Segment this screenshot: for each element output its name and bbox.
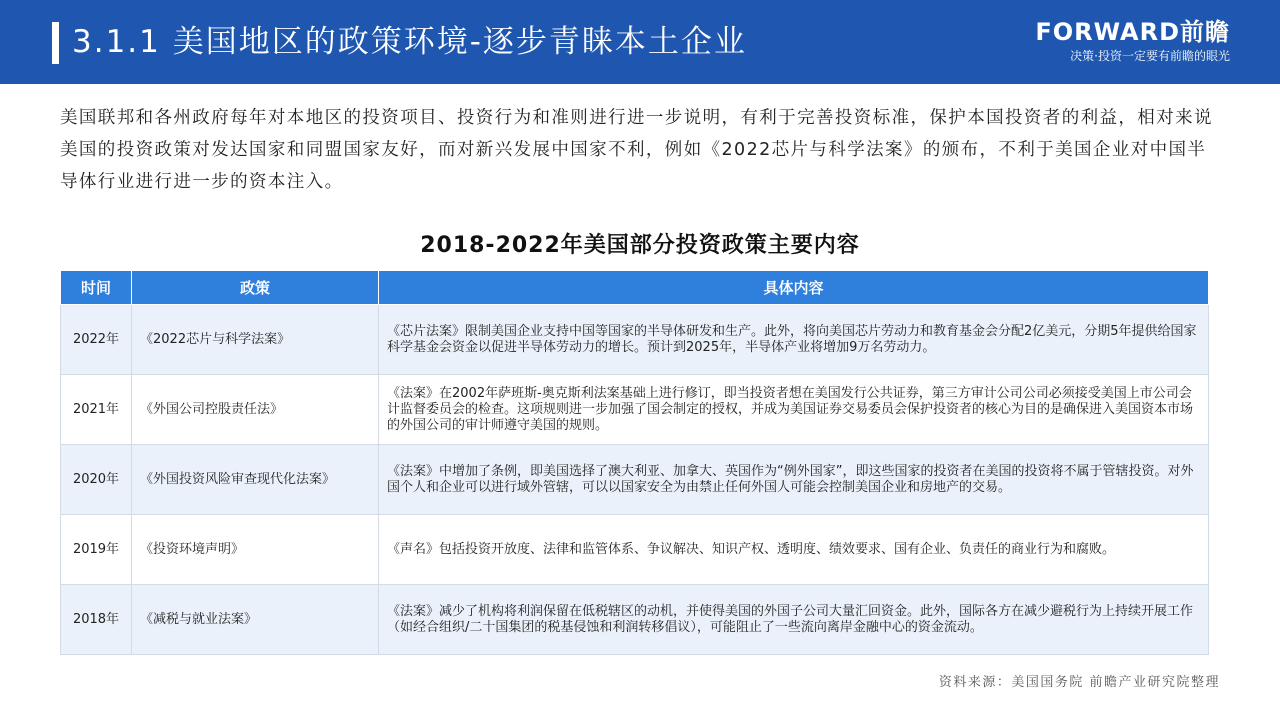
row-content: 《法案》中增加了条例，即美国选择了澳大利亚、加拿大、英国作为“例外国家”，即这些国家的投资者在美国的投资将不属于管辖投资。对外国个人和企业可以进行域外管辖，可以以国家安全为由禁止任何外国人可能会控制美国企业和房地产的交易。 [379, 445, 1209, 515]
row-policy: 《外国公司控股责任法》 [132, 375, 379, 445]
row-content: 《法案》减少了机构将利润保留在低税辖区的动机，并使得美国的外国子公司大量汇回资金。此外，国际各方在减少避税行为上持续开展工作（如经合组织/二十国集团的税基侵蚀和利润转移倡议），可能阻止了一些流向离岸金融中心的资金流动。 [379, 585, 1209, 655]
brand-block [1035, 18, 1230, 64]
page-title: 3.1.1 美国地区的政策环境-逐步青睐本土企业 [72, 24, 747, 60]
table-row [61, 305, 1209, 375]
header-banner [0, 0, 1280, 84]
table-header-row [61, 271, 1209, 305]
header-content: 具体内容 [379, 271, 1209, 305]
table-row [61, 585, 1209, 655]
row-policy: 《投资环境声明》 [132, 515, 379, 585]
source-note: 资料来源：美国国务院 前瞻产业研究院整理 [938, 675, 1220, 690]
row-year: 2021年 [61, 375, 132, 445]
row-year: 2018年 [61, 585, 132, 655]
header-policy: 政策 [132, 271, 379, 305]
table-row [61, 375, 1209, 445]
row-policy: 《2022芯片与科学法案》 [132, 305, 379, 375]
row-content: 《芯片法案》限制美国企业支持中国等国家的半导体研发和生产。此外，将向美国芯片劳动力和教育基金会分配2亿美元，分期5年提供给国家科学基金会资金以促进半导体劳动力的增长。预计到2025年，半导体产业将增加9万名劳动力。 [379, 305, 1209, 375]
intro-paragraph: 美国联邦和各州政府每年对本地区的投资项目、投资行为和准则进行进一步说明，有利于完善投资标准，保护本国投资者的利益，相对来说美国的投资政策对发达国家和同盟国家友好，而对新兴发展中国家不利，例如《2022芯片与科学法案》的颁布，不利于美国企业对中国半导体行业进行进一步的资本注入。 [60, 108, 1213, 192]
policy-table [60, 270, 1209, 655]
header-time: 时间 [61, 271, 132, 305]
row-year: 2020年 [61, 445, 132, 515]
title-accent-bar [52, 22, 59, 64]
brand-logo: FORWARD前瞻 [1035, 18, 1230, 46]
table-row [61, 445, 1209, 515]
row-year: 2019年 [61, 515, 132, 585]
row-content: 《法案》在2002年萨班斯-奥克斯利法案基础上进行修订，即当投资者想在美国发行公共证券，第三方审计公司公司必须接受美国上市公司会计监督委员会的检查。这项规则进一步加强了国会制定的授权，并成为美国证券交易委员会保护投资者的核心为目的是确保进入美国资本市场的外国公司的审计师遵守美国的规则。 [379, 375, 1209, 445]
row-policy: 《减税与就业法案》 [132, 585, 379, 655]
row-policy: 《外国投资风险审查现代化法案》 [132, 445, 379, 515]
table-title: 2018-2022年美国部分投资政策主要内容 [420, 233, 860, 258]
table-row [61, 515, 1209, 585]
brand-slogan: 决策·投资一定要有前瞻的眼光 [1070, 49, 1230, 63]
row-content: 《声名》包括投资开放度、法律和监管体系、争议解决、知识产权、透明度、绩效要求、国有企业、负责任的商业行为和腐败。 [379, 515, 1209, 585]
row-year: 2022年 [61, 305, 132, 375]
